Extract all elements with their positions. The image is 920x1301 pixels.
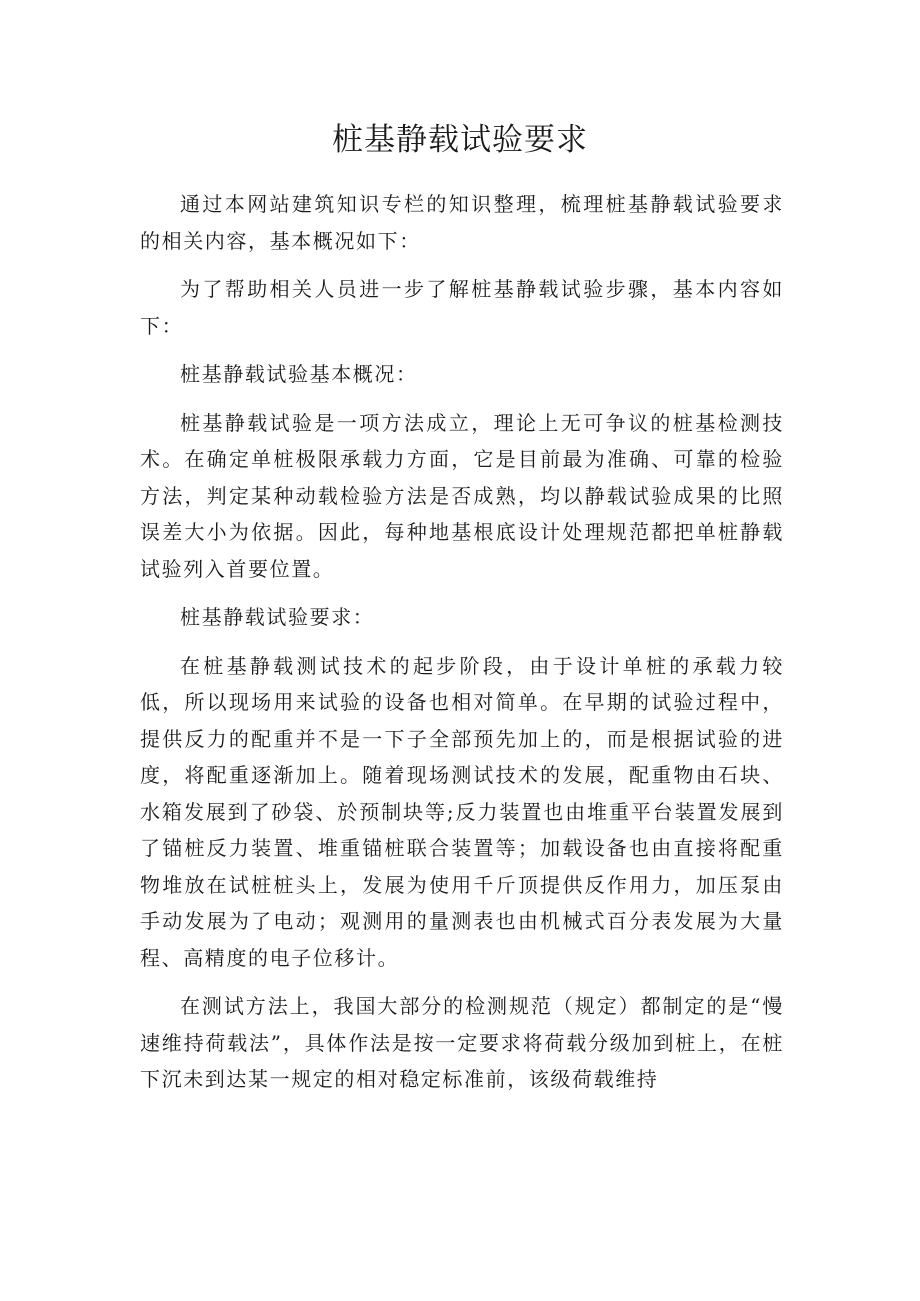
- paragraph-requirements: 在桩基静载测试技术的起步阶段，由于设计单桩的承载力较低，所以现场用来试验的设备也相对简单。在早期的试验过程中，提供反力的配重并不是一下子全部预先加上的，而是根据试验的进度，将配重逐渐加上。随着现场测试技术的发展，配重物由石块、水箱发展到了砂袋、於预制块等;反力装置也由堆重平台装置发展到了锚桩反力装置、堆重锚桩联合装置等；加载设备也由直接将配重物堆放在试桩桩头上，发展为使用千斤顶提供反作用力，加压泵由手动发展为了电动；观测用的量测表也由机械式百分表发展为大量程、高精度的电子位移计。: [140, 653, 784, 970]
- paragraph-overview: 桩基静载试验是一项方法成立，理论上无可争议的桩基检测技术。在确定单桩极限承载力方面，它是目前最为准确、可靠的检验方法，判定某种动载检验方法是否成熟，均以静载试验成果的比照误差大小为依据。因此，每种地基根底设计处理规范都把单桩静载试验列入首要位置。: [140, 410, 784, 581]
- paragraph-purpose: 为了帮助相关人员进一步了解桩基静载试验步骤，基本内容如下：: [140, 277, 784, 338]
- document-title: 桩基静载试验要求: [332, 122, 588, 158]
- section-heading-overview: 桩基静载试验基本概况：: [180, 362, 418, 386]
- document-body: [140, 186, 784, 1110]
- paragraph-test-method: 在测试方法上，我国大部分的检测规范（规定）都制定的是“慢速维持荷载法”，具体作法是按一定要求将荷载分级加到桩上，在桩下沉未到达某一规定的相对稳定标准前，该级荷载维持: [140, 994, 784, 1091]
- paragraph-intro: 通过本网站建筑知识专栏的知识整理，梳理桩基静载试验要求的相关内容，基本概况如下：: [140, 192, 784, 253]
- section-heading-requirements: 桩基静载试验要求：: [180, 605, 375, 629]
